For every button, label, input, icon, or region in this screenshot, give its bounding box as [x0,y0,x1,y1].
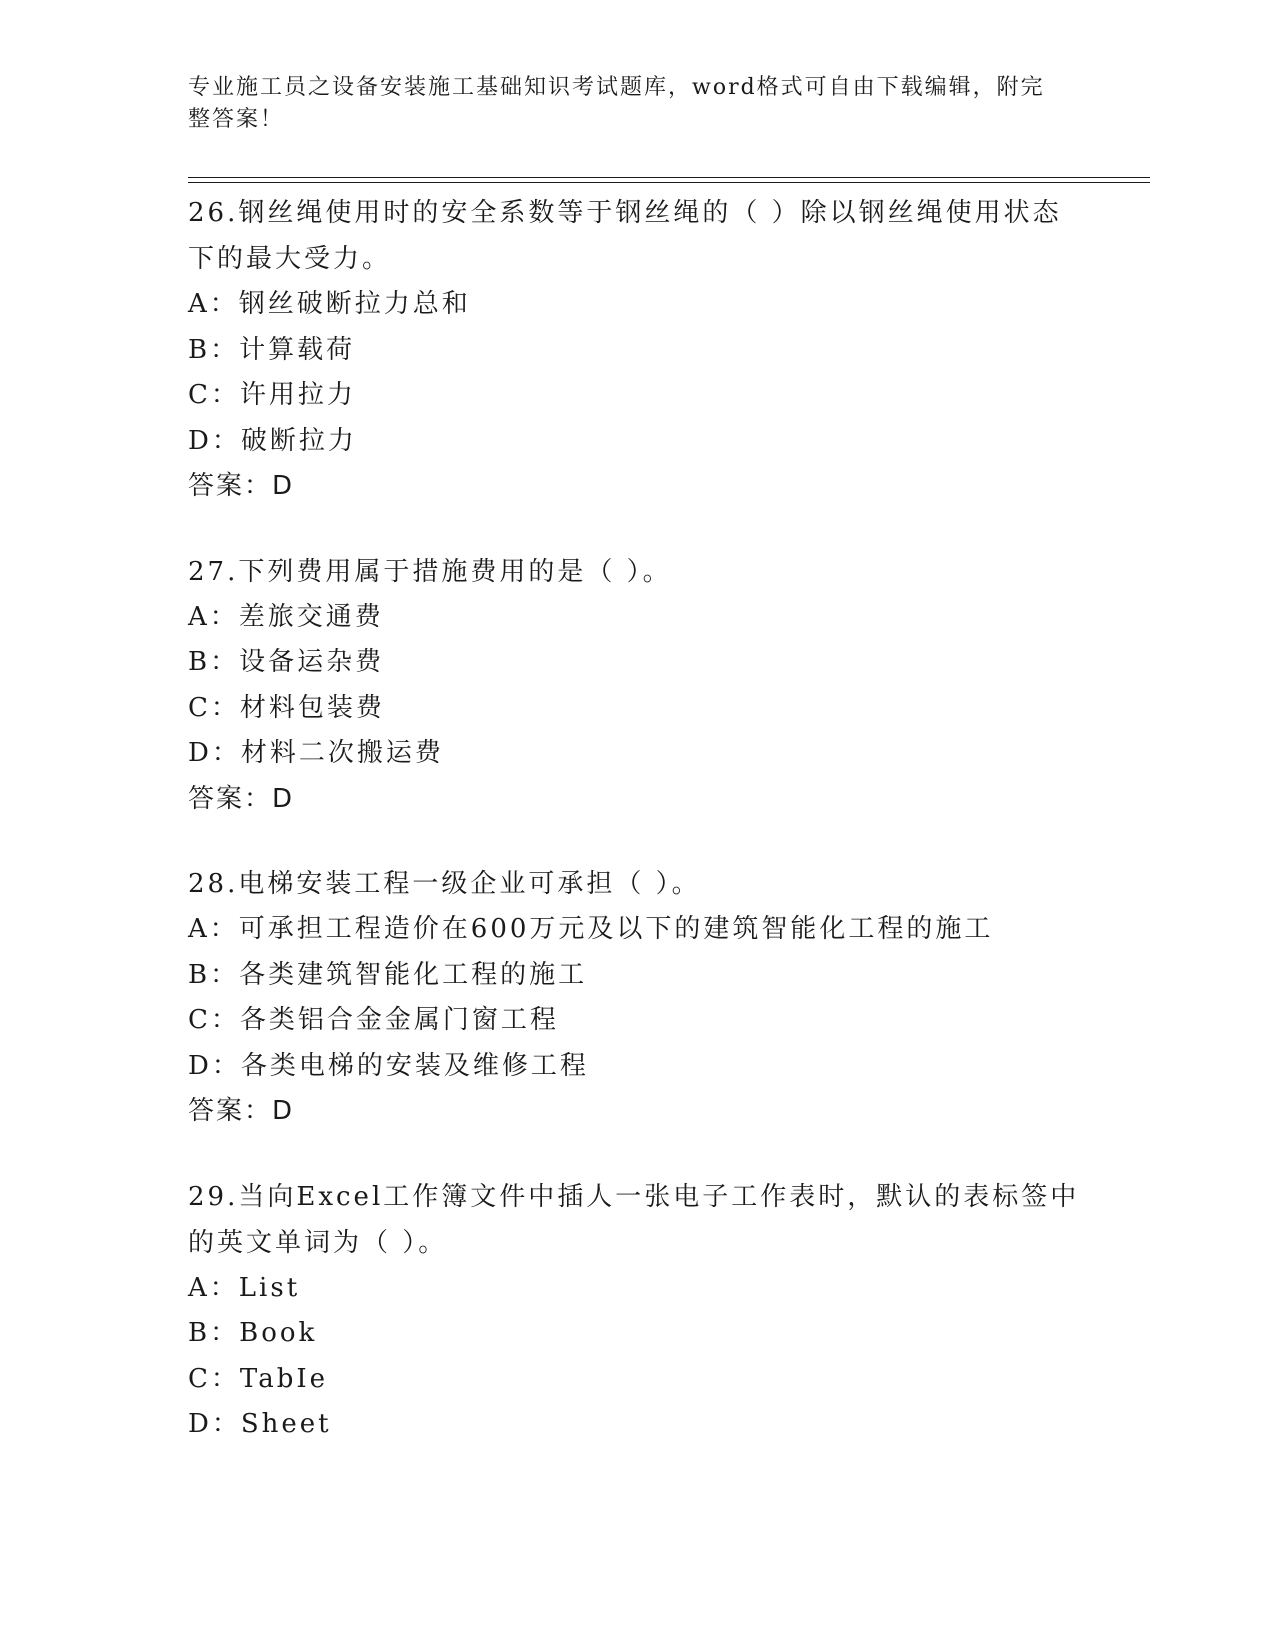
answer-line: 答案：D [188,1096,295,1126]
question-27 [188,549,1088,823]
option-b: B：设备运杂费 [188,647,385,677]
question-text: 27.下列费用属于措施费用的是（ ）。 [188,556,672,587]
option-c: C：TabIe [188,1363,329,1394]
option-c: C：各类铝合金金属门窗工程 [188,1005,559,1035]
option-a: A：差旅交通费 [188,601,384,632]
option-d: D：材料二次搬运费 [188,738,444,768]
header-divider-top [188,177,1150,178]
option-a: A：List [188,1272,301,1303]
option-b: B：各类建筑智能化工程的施工 [188,959,588,990]
option-d: D：各类电梯的安装及维修工程 [188,1050,589,1081]
answer-line: 答案：D [188,471,295,501]
option-d: D：Sheet [188,1409,332,1439]
option-a: A：可承担工程造价在600万元及以下的建筑智能化工程的施工 [188,914,994,944]
question-29 [188,1174,1088,1448]
question-28 [188,861,1088,1135]
option-a: A：钢丝破断拉力总和 [188,289,471,319]
answer-line: 答案：D [188,783,295,814]
document-header: 专业施工员之设备安装施工基础知识考试题库，word格式可自由下载编辑，附完整答案！ [188,75,1045,132]
option-c: C：材料包装费 [188,692,385,723]
question-text: 28.电梯安装工程一级企业可承担（ ）。 [188,869,701,899]
question-26 [188,190,1088,510]
question-text: 29.当向Excel工作簿文件中插人一张电子工作表时，默认的表标签中的英文单词为（ ）。 [188,1181,1080,1258]
option-d: D：破断拉力 [188,425,357,456]
header-divider-bottom [188,182,1150,183]
question-list [188,190,1088,1487]
option-b: B：计算载荷 [188,334,356,365]
option-b: B：Book [188,1318,318,1348]
option-c: C：许用拉力 [188,380,356,410]
question-text: 26.钢丝绳使用时的安全系数等于钢丝绳的（ ）除以钢丝绳使用状态下的最大受力。 [188,198,1062,274]
